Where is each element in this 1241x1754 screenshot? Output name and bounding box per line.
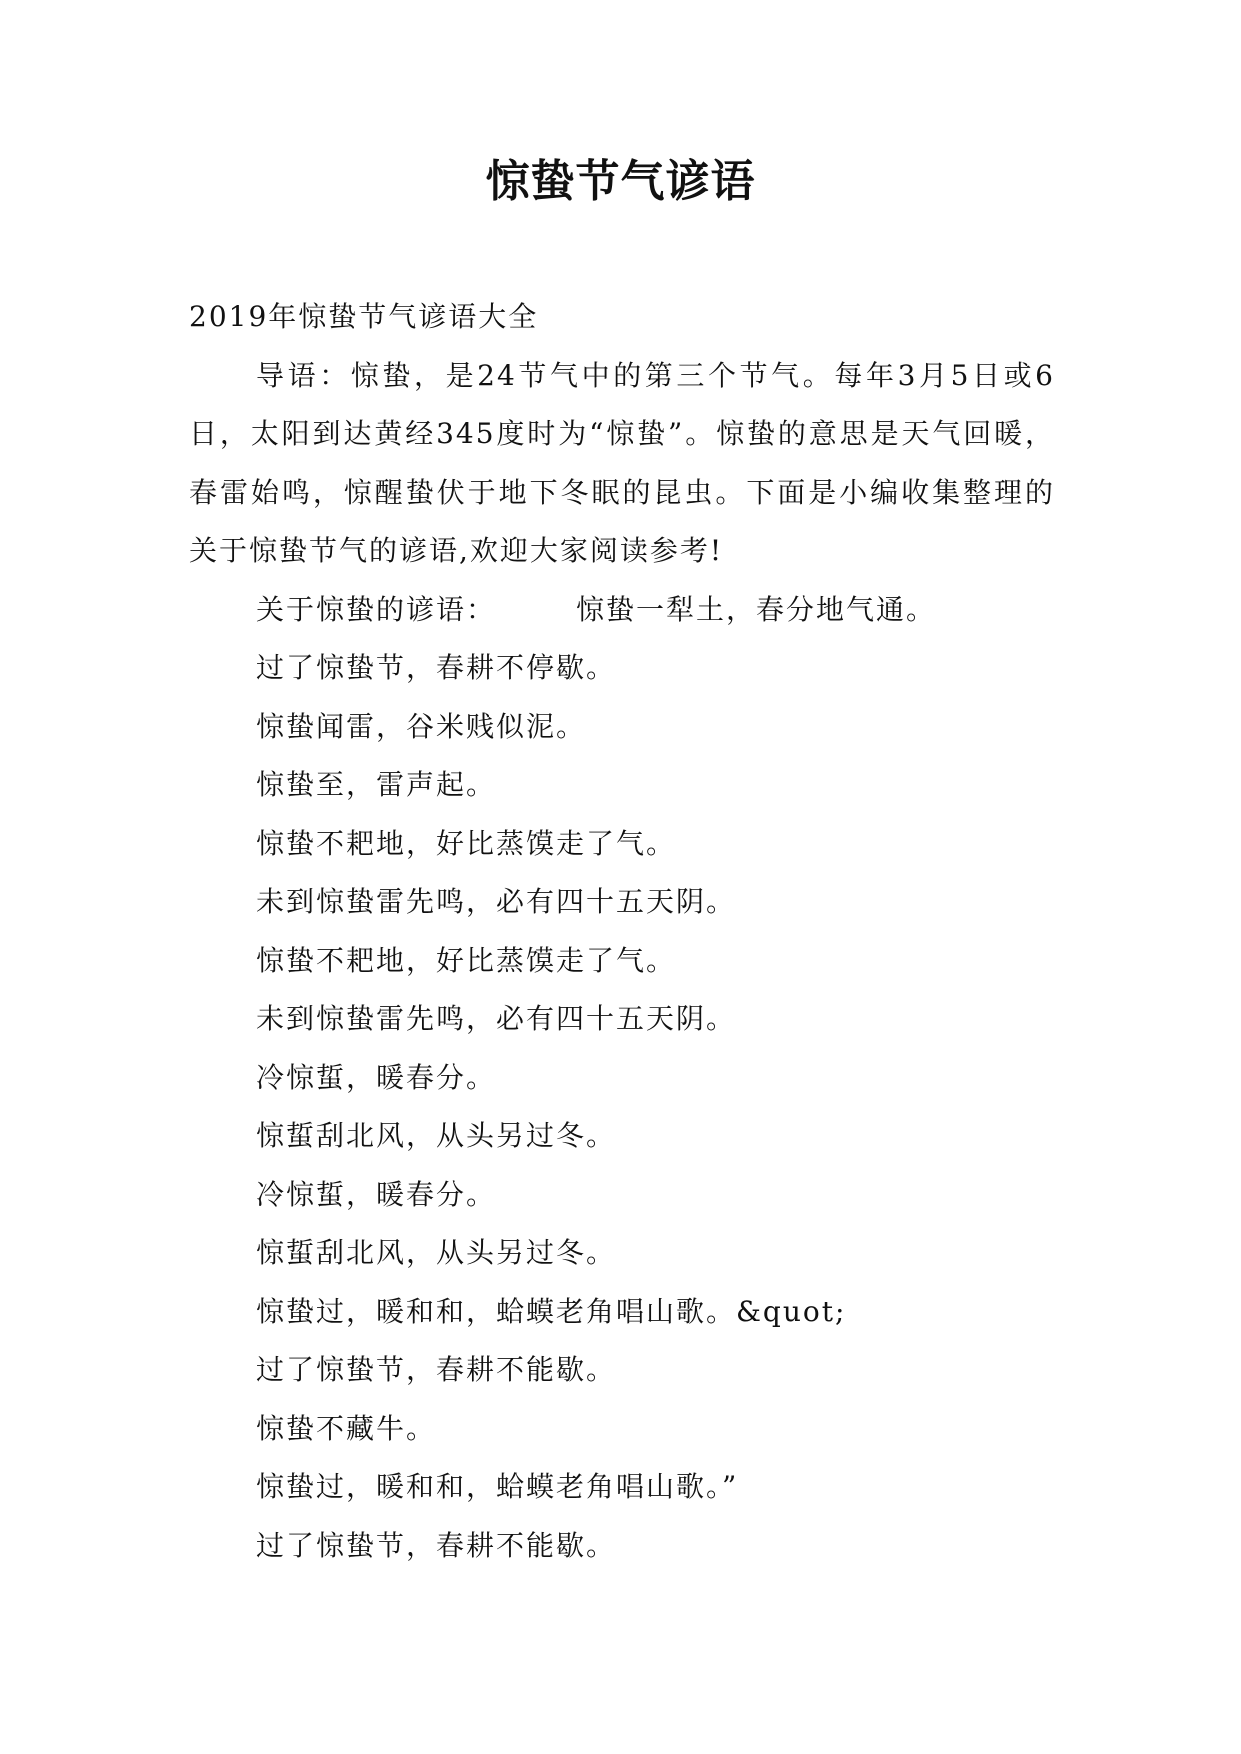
proverb-line: 冷惊蜇，暖春分。 xyxy=(256,1177,497,1211)
proverb-line: 未到惊蛰雷先鸣，必有四十五天阴。 xyxy=(256,885,737,918)
proverb-line: 未到惊蛰雷先鸣，必有四十五天阴。 xyxy=(256,1002,737,1035)
intro-paragraph: 导语：惊蛰，是24节气中的第三个节气。每年3月5日或6日，太阳到达黄经345度时为“惊蛰”。惊蛰的意思是天气回暖，春雷始鸣，惊醒蛰伏于地下冬眠的昆虫。下面是小编收集整理的关于惊蛰节气的谚语,欢迎大家阅读参考! xyxy=(189,358,1055,567)
proverb-line: 过了惊蛰节，春耕不能歇。 xyxy=(256,1528,617,1562)
proverb-line: 惊蛰过，暖和和，蛤蟆老角唱山歌。” xyxy=(256,1470,739,1503)
proverbs-heading: 关于惊蛰的谚语： xyxy=(256,592,497,626)
proverb-line: 过了惊蛰节，春耕不停歇。 xyxy=(256,651,617,684)
proverb-line: 冷惊蜇，暖春分。 xyxy=(256,1060,497,1094)
document-body xyxy=(189,288,1055,1575)
proverbs-heading-line xyxy=(189,581,1055,640)
proverb-line: 惊蛰不耙地，好比蒸馍走了气。 xyxy=(256,943,677,977)
proverb-line: 惊蛰至，雷声起。 xyxy=(256,768,497,801)
proverb-line: 惊蛰闻雷，谷米贱似泥。 xyxy=(256,709,587,743)
proverb-line: 惊蛰过，暖和和，蛤蟆老角唱山歌。&quot; xyxy=(256,1294,847,1328)
proverb-line: 惊蛰不耙地，好比蒸馍走了气。 xyxy=(256,826,677,860)
proverb-line: 惊蜇刮北风，从头另过冬。 xyxy=(256,1119,617,1152)
proverb-line: 惊蛰不藏牛。 xyxy=(256,1411,437,1445)
proverb-line: 过了惊蛰节，春耕不能歇。 xyxy=(256,1353,617,1386)
document-title: 惊蛰节气谚语 xyxy=(485,156,756,207)
proverb-line: 惊蜇刮北风，从头另过冬。 xyxy=(256,1236,617,1269)
first-proverb: 惊蛰一犁土，春分地气通。 xyxy=(576,592,937,626)
document-subtitle: 2019年惊蛰节气谚语大全 xyxy=(189,300,539,333)
